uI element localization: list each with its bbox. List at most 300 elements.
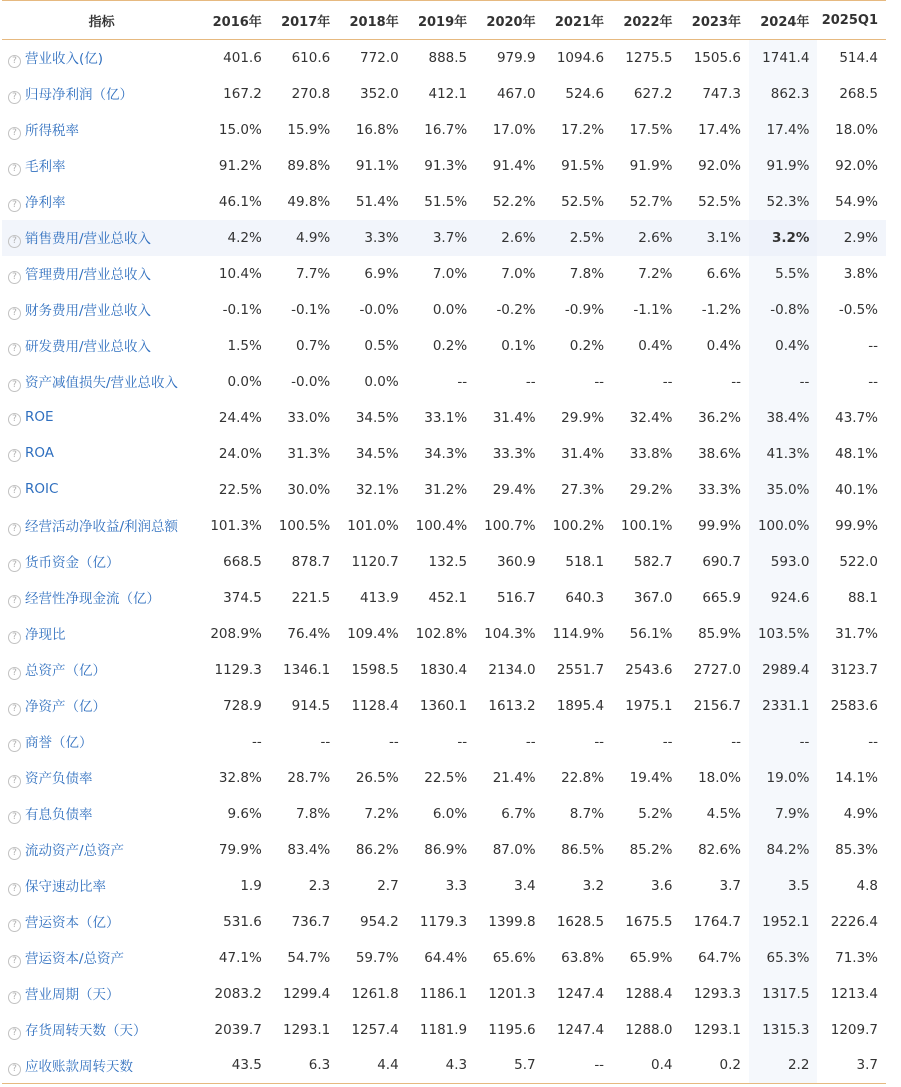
value-cell: 10.4% [218, 265, 262, 282]
indicator-label[interactable]: ROA [25, 445, 55, 461]
value-cell: 516.7 [496, 589, 536, 606]
value-cell: 86.2% [355, 841, 399, 858]
indicator-cell[interactable] [2, 940, 201, 976]
value-cell: 7.2% [364, 805, 399, 822]
value-cell: 0.0% [227, 373, 262, 390]
indicator-cell[interactable] [2, 184, 201, 220]
value-cell: 43.5 [201, 1048, 269, 1084]
value-cell: 4.5% [706, 805, 741, 822]
value-cell: 91.9% [749, 148, 817, 184]
value-cell: -0.0% [359, 301, 399, 318]
table-row [2, 616, 886, 652]
value-cell: 367.0 [633, 589, 673, 606]
indicator-cell[interactable] [2, 400, 201, 436]
value-cell: 40.1% [835, 481, 878, 498]
value-cell: 1209.7 [830, 1021, 878, 1038]
value-cell: 2.6% [475, 220, 543, 256]
value-cell: 6.3 [270, 1048, 338, 1084]
help-circle-icon[interactable]: ? [8, 703, 21, 716]
value-cell: 1288.4 [625, 985, 673, 1002]
value-cell: 87.0% [492, 841, 536, 858]
help-circle-icon[interactable]: ? [8, 631, 21, 644]
value-cell: 1.9 [240, 877, 262, 894]
table-row [2, 904, 886, 940]
value-cell: 4.9% [270, 220, 338, 256]
table-row [2, 508, 886, 544]
value-cell: 924.6 [749, 580, 817, 616]
help-circle-icon[interactable]: ? [8, 991, 21, 1004]
help-circle-icon[interactable]: ? [8, 55, 21, 68]
value-cell: 52.7% [629, 193, 673, 210]
value-cell: 640.3 [565, 589, 605, 606]
value-cell: 38.6% [698, 445, 741, 462]
value-cell: 56.1% [629, 625, 673, 642]
value-cell: 4.3 [407, 1048, 475, 1084]
value-cell: -- [868, 373, 878, 390]
table-row [2, 328, 886, 364]
value-cell: 100.2% [552, 517, 605, 534]
value-cell: 92.0% [698, 157, 741, 174]
indicator-cell[interactable] [2, 1012, 201, 1048]
value-cell: 531.6 [223, 913, 262, 930]
value-cell: 1952.1 [749, 904, 817, 940]
help-circle-icon[interactable]: ? [8, 413, 21, 426]
indicator-label[interactable]: 保守速动比率 [25, 879, 106, 895]
help-circle-icon[interactable]: ? [8, 199, 21, 212]
value-cell: -- [525, 373, 536, 390]
value-cell: 0.4% [749, 328, 817, 364]
value-cell: 3.1% [681, 220, 749, 256]
indicator-cell[interactable] [2, 292, 201, 328]
value-cell: 18.0% [698, 769, 741, 786]
value-cell: 99.9% [698, 517, 741, 534]
value-cell: 31.3% [287, 445, 331, 462]
indicator-label[interactable]: 销售费用/营业总收入 [25, 231, 152, 247]
header-period[interactable]: 2023年 [681, 1, 749, 40]
value-cell: 7.2% [638, 265, 673, 282]
value-cell: 27.3% [561, 481, 605, 498]
value-cell: 1186.1 [419, 985, 468, 1002]
indicator-cell[interactable] [2, 112, 201, 148]
value-cell: 36.2% [698, 409, 741, 426]
value-cell: 83.4% [287, 841, 331, 858]
value-cell: 1120.7 [351, 553, 399, 570]
value-cell: 2583.6 [830, 697, 878, 714]
value-cell: 1360.1 [419, 697, 468, 714]
indicator-cell[interactable] [2, 148, 201, 184]
header-period[interactable]: 2016年 [201, 1, 269, 40]
indicator-cell[interactable] [2, 544, 201, 580]
indicator-label[interactable]: 有息负债率 [25, 807, 93, 823]
value-cell: 17.5% [629, 121, 673, 138]
value-cell: 65.3% [749, 940, 817, 976]
indicator-label[interactable]: ROE [25, 409, 54, 425]
help-circle-icon[interactable]: ? [8, 775, 21, 788]
value-cell: -- [252, 733, 262, 750]
value-cell: -0.9% [564, 301, 605, 318]
value-cell: 2.7 [377, 877, 399, 894]
value-cell: 100.4% [415, 517, 468, 534]
table-row [2, 256, 886, 292]
value-cell: -- [731, 373, 741, 390]
value-cell: 412.1 [428, 85, 468, 102]
value-cell: 22.5% [424, 769, 468, 786]
value-cell: 65.6% [492, 949, 536, 966]
help-circle-icon[interactable]: ? [8, 485, 21, 498]
value-cell: 82.6% [698, 841, 741, 858]
value-cell: 5.7 [475, 1048, 543, 1084]
indicator-label[interactable]: ROIC [25, 481, 59, 497]
value-cell: 64.7% [698, 949, 741, 966]
help-circle-icon[interactable]: ? [8, 559, 21, 572]
indicator-label[interactable]: 应收账款周转天数 [25, 1058, 133, 1075]
value-cell: 19.4% [629, 769, 673, 786]
value-cell: 1129.3 [214, 661, 262, 678]
indicator-cell[interactable] [2, 40, 201, 76]
value-cell: 954.2 [360, 913, 399, 930]
value-cell: 0.4 [612, 1048, 680, 1084]
indicator-cell[interactable] [2, 1048, 201, 1084]
indicator-label[interactable]: 总资产（亿） [25, 663, 106, 679]
value-cell: 522.0 [839, 553, 878, 570]
value-cell: 114.9% [552, 625, 605, 642]
value-cell: 2.6% [612, 220, 680, 256]
value-cell: 1293.1 [283, 1021, 331, 1038]
value-cell: 99.9% [835, 517, 878, 534]
financial-indicators-panel [2, 0, 886, 1084]
indicator-label[interactable]: 资产减值损失/营业总收入 [25, 375, 179, 391]
value-cell: 91.3% [424, 157, 468, 174]
table-row [2, 292, 886, 328]
value-cell: 64.4% [424, 949, 468, 966]
value-cell: 101.0% [347, 517, 399, 534]
indicator-cell[interactable] [2, 796, 201, 832]
value-cell: 3.5 [749, 868, 817, 904]
value-cell: 1179.3 [419, 913, 468, 930]
value-cell: -- [662, 373, 673, 390]
value-cell: 15.0% [218, 121, 262, 138]
indicator-label[interactable]: 管理费用/营业总收入 [25, 267, 152, 283]
value-cell: 52.2% [492, 193, 536, 210]
value-cell: 17.4% [698, 121, 741, 138]
table-row [2, 400, 886, 436]
indicator-cell[interactable] [2, 328, 201, 364]
help-circle-icon[interactable]: ? [8, 307, 21, 320]
value-cell: 3.7% [407, 220, 475, 256]
table-row [2, 148, 886, 184]
value-cell: 1505.6 [693, 49, 741, 66]
value-cell: 33.1% [424, 409, 468, 426]
table-row [2, 472, 886, 508]
value-cell: 1741.4 [749, 40, 817, 76]
help-circle-icon[interactable]: ? [8, 811, 21, 824]
header-period[interactable]: 2018年 [338, 1, 406, 40]
indicator-label[interactable]: 营运资本（亿） [25, 915, 120, 931]
value-cell: 3.8% [843, 265, 878, 282]
value-cell: 48.1% [835, 445, 878, 462]
help-circle-icon[interactable]: ? [8, 449, 21, 462]
table-row [2, 40, 886, 76]
value-cell: 2226.4 [830, 913, 878, 930]
value-cell: 2.5% [544, 220, 612, 256]
indicator-cell[interactable] [2, 652, 201, 688]
header-period[interactable]: 2017年 [270, 1, 338, 40]
value-cell: 627.2 [633, 85, 673, 102]
value-cell: 91.2% [218, 157, 262, 174]
help-circle-icon[interactable]: ? [8, 883, 21, 896]
indicator-cell[interactable] [2, 364, 201, 400]
table-row [2, 580, 886, 616]
value-cell: 52.5% [561, 193, 605, 210]
indicator-cell[interactable] [2, 976, 201, 1012]
help-circle-icon[interactable]: ? [8, 343, 21, 356]
value-cell: 747.3 [702, 85, 741, 102]
value-cell: 1213.4 [830, 985, 878, 1002]
value-cell: 14.1% [835, 769, 878, 786]
value-cell: -- [320, 733, 331, 750]
value-cell: 979.9 [496, 49, 536, 66]
value-cell: 26.5% [355, 769, 399, 786]
table-row [2, 868, 886, 904]
value-cell: -- [662, 733, 673, 750]
value-cell: 28.7% [287, 769, 331, 786]
value-cell: 3.4 [514, 877, 536, 894]
value-cell: 34.3% [424, 445, 468, 462]
value-cell: 79.9% [218, 841, 262, 858]
table-row [2, 1048, 886, 1084]
value-cell: 582.7 [633, 553, 673, 570]
value-cell: 7.0% [432, 265, 468, 282]
value-cell: 2.3 [308, 877, 331, 894]
indicator-cell[interactable] [2, 904, 201, 940]
value-cell: 668.5 [223, 553, 262, 570]
indicator-cell[interactable] [2, 76, 201, 112]
value-cell: 1613.2 [488, 697, 536, 714]
value-cell: 21.4% [492, 769, 536, 786]
value-cell: -0.2% [496, 301, 536, 318]
value-cell: 54.7% [287, 949, 331, 966]
value-cell: 16.8% [355, 121, 399, 138]
value-cell: 3.2% [749, 220, 817, 256]
value-cell: 100.7% [484, 517, 536, 534]
value-cell: -1.2% [701, 301, 741, 318]
value-cell: -- [749, 364, 817, 400]
value-cell: 17.2% [561, 121, 605, 138]
value-cell: 4.4 [338, 1048, 406, 1084]
indicator-label[interactable]: 货币资金（亿） [25, 555, 120, 571]
value-cell: 1764.7 [693, 913, 741, 930]
indicator-label[interactable]: 财务费用/营业总收入 [25, 303, 152, 319]
indicator-label[interactable]: 营业周期（天） [25, 987, 120, 1003]
value-cell: 52.3% [749, 184, 817, 220]
table-row [2, 1012, 886, 1048]
value-cell: 1895.4 [556, 697, 605, 714]
value-cell: 32.1% [355, 481, 399, 498]
value-cell: 0.5% [364, 337, 399, 354]
indicator-label[interactable]: 毛利率 [25, 159, 66, 175]
indicator-cell[interactable] [2, 688, 201, 724]
value-cell: 3123.7 [830, 661, 878, 678]
help-circle-icon[interactable]: ? [8, 271, 21, 284]
indicator-table [2, 0, 886, 1084]
help-circle-icon[interactable]: ? [8, 523, 21, 536]
value-cell: 665.9 [702, 589, 741, 606]
value-cell: 467.0 [496, 85, 536, 102]
indicator-cell[interactable] [2, 616, 201, 652]
value-cell: 0.4% [638, 337, 673, 354]
header-period[interactable]: 2019年 [407, 1, 475, 40]
value-cell: 1975.1 [625, 697, 673, 714]
indicator-label[interactable]: 研发费用/营业总收入 [25, 339, 152, 355]
value-cell: 7.0% [501, 265, 536, 282]
header-period[interactable]: 2025Q1 [817, 1, 886, 40]
value-cell: 7.8% [569, 265, 605, 282]
value-cell: 1.5% [227, 337, 262, 354]
indicator-cell[interactable] [2, 436, 201, 472]
value-cell: 32.4% [629, 409, 673, 426]
indicator-cell[interactable] [2, 220, 201, 256]
value-cell: 33.0% [287, 409, 331, 426]
value-cell: 452.1 [428, 589, 468, 606]
indicator-cell[interactable] [2, 508, 201, 544]
value-cell: 71.3% [835, 949, 878, 966]
value-cell: 91.5% [561, 157, 605, 174]
help-circle-icon[interactable]: ? [8, 1027, 21, 1040]
indicator-cell[interactable] [2, 832, 201, 868]
value-cell: 47.1% [218, 949, 262, 966]
value-cell: 221.5 [291, 589, 331, 606]
value-cell: 1399.8 [488, 913, 536, 930]
help-circle-icon[interactable]: ? [8, 91, 21, 104]
value-cell: 33.8% [629, 445, 673, 462]
value-cell: 33.3% [492, 445, 536, 462]
help-circle-icon[interactable]: ? [8, 847, 21, 860]
value-cell: 7.8% [295, 805, 331, 822]
indicator-cell[interactable] [2, 472, 201, 508]
table-row [2, 364, 886, 400]
value-cell: 736.7 [291, 913, 331, 930]
table-row [2, 976, 886, 1012]
indicator-cell[interactable] [2, 256, 201, 292]
value-cell: 0.2 [681, 1048, 749, 1084]
value-cell: 32.8% [218, 769, 262, 786]
help-circle-icon[interactable]: ? [8, 919, 21, 932]
value-cell: 1315.3 [749, 1012, 817, 1048]
value-cell: 104.3% [484, 625, 536, 642]
indicator-label[interactable]: 归母净利润（亿） [25, 87, 133, 103]
value-cell: 0.7% [295, 337, 331, 354]
value-cell: 5.5% [749, 256, 817, 292]
value-cell: 0.1% [501, 337, 536, 354]
indicator-label[interactable]: 净现比 [25, 627, 66, 643]
help-circle-icon[interactable]: ? [8, 955, 21, 968]
value-cell: 1317.5 [749, 976, 817, 1012]
header-period[interactable]: 2022年 [612, 1, 680, 40]
value-cell: 100.5% [278, 517, 331, 534]
indicator-label[interactable]: 商誉（亿） [25, 735, 93, 751]
value-cell: 1257.4 [351, 1021, 399, 1038]
indicator-label[interactable]: 存货周转天数（天） [25, 1023, 147, 1039]
value-cell: 103.5% [749, 616, 817, 652]
indicator-label[interactable]: 流动资产/总资产 [25, 843, 125, 859]
value-cell: 100.0% [749, 508, 817, 544]
value-cell: 1195.6 [488, 1021, 536, 1038]
help-circle-icon[interactable]: ? [8, 127, 21, 140]
value-cell: 63.8% [561, 949, 605, 966]
indicator-label[interactable]: 营运资本/总资产 [25, 951, 125, 967]
indicator-cell[interactable] [2, 580, 201, 616]
indicator-label[interactable]: 资产负债率 [25, 771, 93, 787]
table-row [2, 940, 886, 976]
value-cell: 593.0 [749, 544, 817, 580]
value-cell: -0.1% [291, 301, 331, 318]
header-period[interactable]: 2021年 [544, 1, 612, 40]
value-cell: 41.3% [749, 436, 817, 472]
value-cell: 888.5 [428, 49, 468, 66]
value-cell: 610.6 [291, 49, 331, 66]
value-cell: 1275.5 [625, 49, 673, 66]
indicator-label[interactable]: 营业收入(亿) [25, 51, 104, 68]
value-cell: 2.9% [817, 220, 886, 256]
help-circle-icon[interactable]: ? [8, 595, 21, 608]
indicator-label[interactable]: 经营性净现金流（亿） [25, 591, 160, 607]
help-circle-icon[interactable]: ? [8, 1063, 21, 1076]
value-cell: 3.3 [445, 877, 468, 894]
indicator-label[interactable]: 净资产（亿） [25, 699, 106, 715]
header-period[interactable]: 2024年 [749, 1, 817, 40]
table-row [2, 544, 886, 580]
value-cell: 46.1% [218, 193, 262, 210]
value-cell: -0.8% [749, 292, 817, 328]
indicator-label[interactable]: 经营活动净收益/利润总额 [25, 519, 179, 535]
value-cell: 524.6 [565, 85, 605, 102]
help-circle-icon[interactable]: ? [8, 667, 21, 680]
indicator-cell[interactable] [2, 760, 201, 796]
value-cell: 208.9% [210, 625, 262, 642]
table-row [2, 832, 886, 868]
value-cell: 102.8% [415, 625, 468, 642]
value-cell: -- [594, 733, 605, 750]
table-row [2, 724, 886, 760]
value-cell: 514.4 [839, 49, 878, 66]
value-cell: 401.6 [223, 49, 262, 66]
value-cell: 24.0% [218, 445, 262, 462]
table-row [2, 652, 886, 688]
value-cell: 1830.4 [419, 661, 468, 678]
value-cell: 0.2% [569, 337, 605, 354]
value-cell: 1247.4 [556, 1021, 605, 1038]
indicator-label[interactable]: 所得税率 [25, 123, 79, 139]
value-cell: 22.5% [218, 481, 262, 498]
value-cell: -- [525, 733, 536, 750]
help-circle-icon[interactable]: ? [8, 163, 21, 176]
value-cell: 862.3 [749, 76, 817, 112]
indicator-label[interactable]: 净利率 [25, 195, 66, 211]
help-circle-icon[interactable]: ? [8, 739, 21, 752]
value-cell: 690.7 [702, 553, 741, 570]
table-row [2, 688, 886, 724]
value-cell: 1299.4 [283, 985, 331, 1002]
indicator-cell[interactable] [2, 724, 201, 760]
help-circle-icon[interactable]: ? [8, 379, 21, 392]
value-cell: 59.7% [355, 949, 399, 966]
indicator-cell[interactable] [2, 868, 201, 904]
help-circle-icon[interactable]: ? [8, 235, 21, 248]
value-cell: 1201.3 [488, 985, 536, 1002]
header-period[interactable]: 2020年 [475, 1, 543, 40]
value-cell: -- [731, 733, 741, 750]
value-cell: 413.9 [360, 589, 399, 606]
